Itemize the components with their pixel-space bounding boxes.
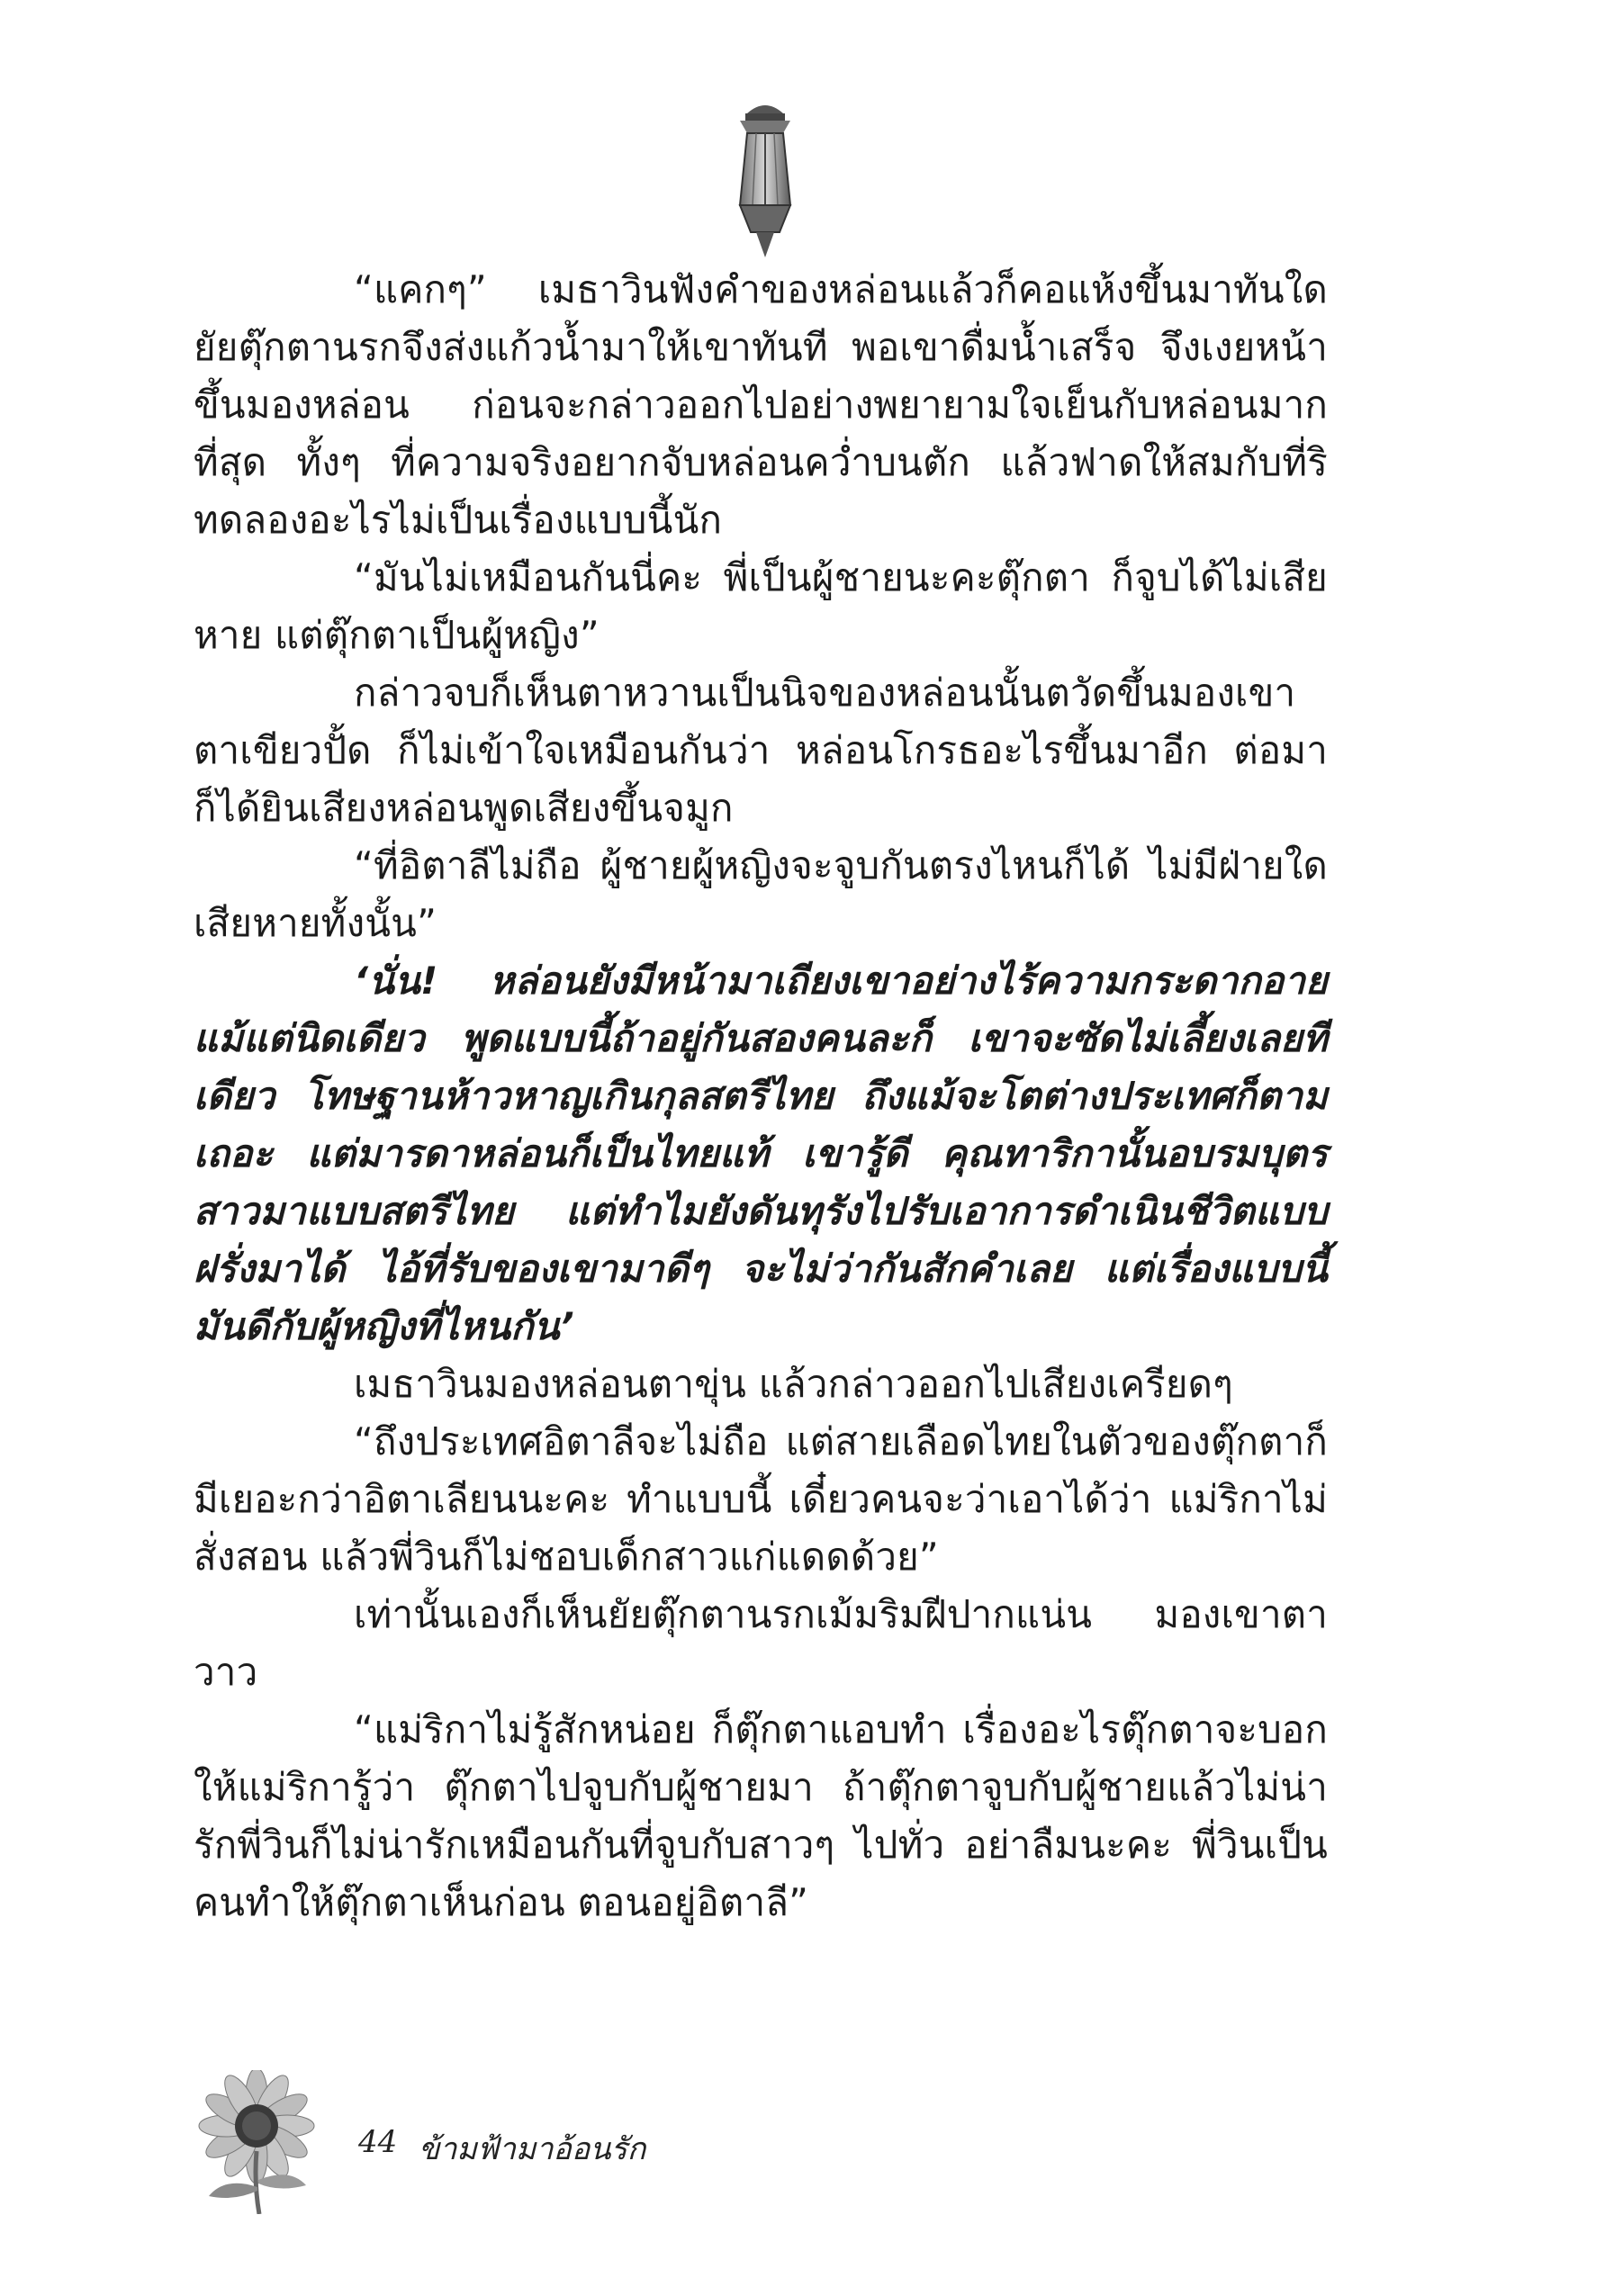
paragraph: “ที่อิตาลีไม่ถือ ผู้ชายผู้หญิงจะจูบกันตรงไหนก็ได้ ไม่มีฝ่ายใดเสียหายทั้งนั้น” bbox=[194, 843, 1328, 945]
paragraph: “มันไม่เหมือนกันนี่คะ พี่เป็นผู้ชายนะคะตุ๊กตา ก็จูบได้ไม่เสียหาย แต่ตุ๊กตาเป็นผู้หญิง” bbox=[194, 555, 1328, 657]
page-footer bbox=[189, 2070, 729, 2214]
lantern-ornament-icon bbox=[720, 97, 810, 277]
page-number: 44 bbox=[358, 2124, 398, 2160]
paragraph-inner-thought: ‘นั่น! หล่อนยังมีหน้ามาเถียงเขาอย่างไร้ความกระดากอายแม้แต่นิดเดียว พูดแบบนี้ถ้าอยู่กันสองคนละก็ เขาจะซัดไม่เลี้ยงเลยทีเดียว โทษฐานห้าวหาญเกินกุลสตรีไทย ถึงแม้จะโตต่างประเทศก็ตามเถอะ แต่มารดาหล่อนก็เป็นไทยแท้ เขารู้ดี คุณทาริกานั้นอบรมบุตรสาวมาแบบสตรีไทย แต่ทำไมยังดันทุรังไปรับเอาการดำเนินชีวิตแบบฝรั่งมาได้ ไอ้ที่รับของเขามาดีๆ จะไม่ว่ากันสักคำเลย แต่เรื่องแบบนี้มันดีกับผู้หญิงที่ไหนกัน’ bbox=[194, 959, 1328, 1348]
sunflower-icon bbox=[189, 2070, 324, 2214]
body-text bbox=[194, 261, 1328, 1931]
paragraph: เมธาวินมองหล่อนตาขุ่น แล้วกล่าวออกไปเสียงเครียดๆ bbox=[354, 1362, 1233, 1406]
paragraph: “ถึงประเทศอิตาลีจะไม่ถือ แต่สายเลือดไทยในตัวของตุ๊กตาก็มีเยอะกว่าอิตาเลียนนะคะ ทำแบบนี้ เดี๋ยวคนจะว่าเอาได้ว่า แม่ริกาไม่สั่งสอน แล้วพี่วินก็ไม่ชอบเด็กสาวแก่แดดด้วย” bbox=[194, 1419, 1328, 1579]
paragraph: เท่านั้นเองก็เห็นยัยตุ๊กตานรกเม้มริมฝีปากแน่น มองเขาตาวาว bbox=[194, 1592, 1328, 1694]
paragraph: กล่าวจบก็เห็นตาหวานเป็นนิจของหล่อนนั้นตวัดขึ้นมองเขาตาเขียวปั้ด ก็ไม่เข้าใจเหมือนกันว่า หล่อนโกรธอะไรขึ้นมาอีก ต่อมาก็ได้ยินเสียงหล่อนพูดเสียงขึ้นจมูก bbox=[194, 671, 1328, 830]
book-title: ข้ามฟ้ามาอ้อนรัก bbox=[419, 2131, 646, 2167]
paragraph: “แม่ริกาไม่รู้สักหน่อย ก็ตุ๊กตาแอบทำ เรื่องอะไรตุ๊กตาจะบอกให้แม่ริการู้ว่า ตุ๊กตาไปจูบกับผู้ชายมา ถ้าตุ๊กตาจูบกับผู้ชายแล้วไม่น่ารักพี่วินก็ไม่น่ารักเหมือนกันที่จูบกับสาวๆ ไปทั่ว อย่าลืมนะคะ พี่วินเป็นคนทำให้ตุ๊กตาเห็นก่อน ตอนอยู่อิตาลี” bbox=[194, 1707, 1328, 1924]
paragraph: “แคกๆ” เมธาวินฟังคำของหล่อนแล้วก็คอแห้งขึ้นมาทันใด ยัยตุ๊กตานรกจึงส่งแก้วน้ำมาให้เขาทันที พอเขาดื่มน้ำเสร็จ จึงเงยหน้าขึ้นมองหล่อน ก่อนจะกล่าวออกไปอย่างพยายามใจเย็นกับหล่อนมากที่สุด ทั้งๆ ที่ความจริงอยากจับหล่อนคว่ำบนตัก แล้วฟาดให้สมกับที่ริทดลองอะไรไม่เป็นเรื่องแบบนี้นัก bbox=[194, 267, 1328, 542]
